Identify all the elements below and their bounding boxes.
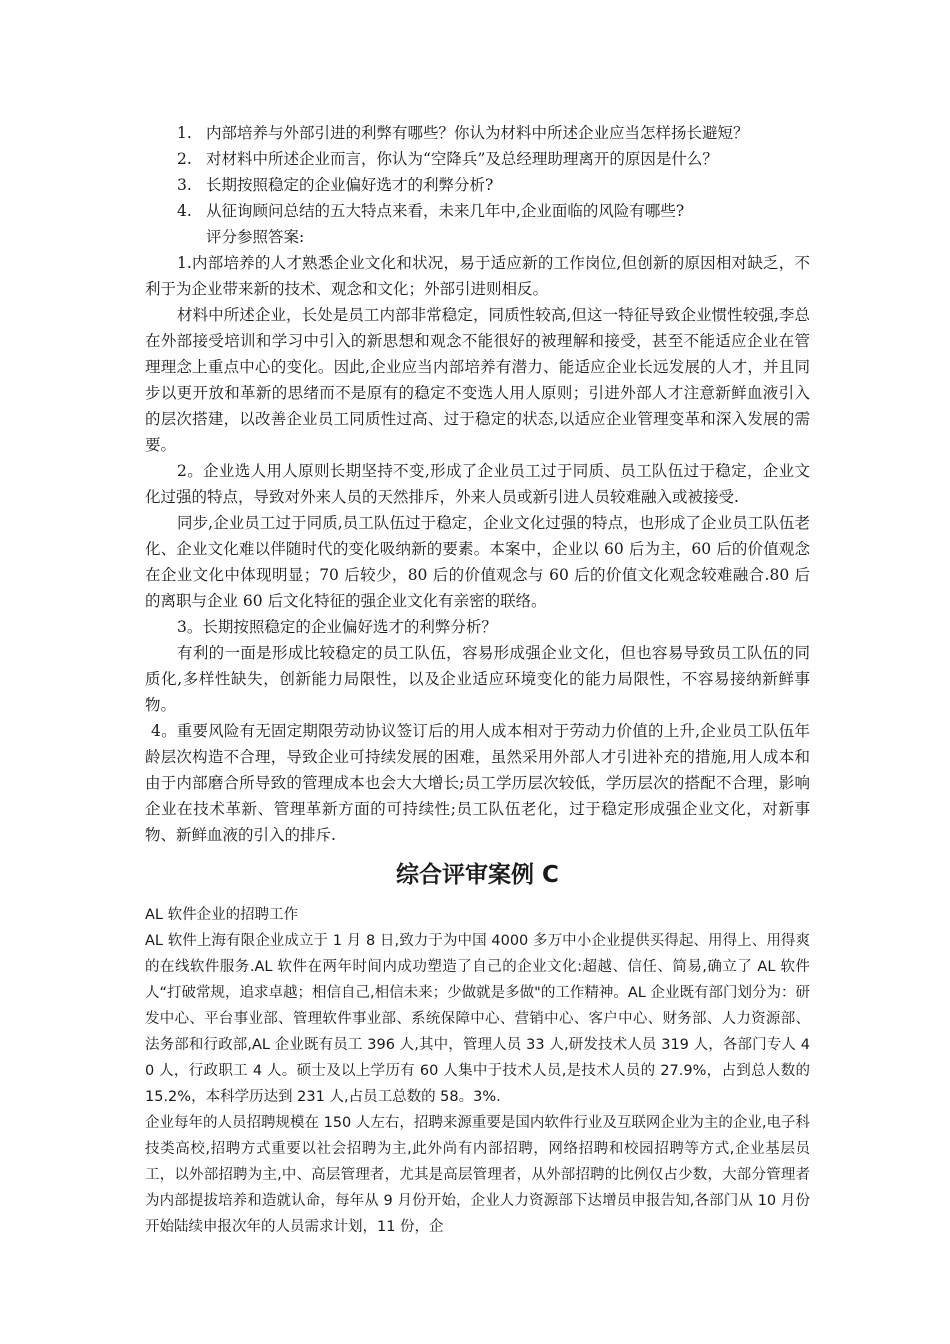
question-number: 2. [177,150,192,168]
answer-key-label: 评分参照答案: [206,228,305,246]
question-item [145,120,810,146]
case-title: 综合评审案例 C [396,862,559,888]
question-number: 4. [177,202,192,220]
answer-3-detail: 有利的一面是形成比较稳定的员工队伍，容易形成强企业文化，但也容易导致员工队伍的同质化,多样性缺失，创新能力局限性，以及企业适应环境变化的能力局限性，不容易接纳新鲜事物。 [145,644,810,714]
case-paragraph-2: 企业每年的人员招聘规模在 150 人左右，招聘来源重要是国内软件行业及互联网企业为主的企业,电子科技类高校,招聘方式重要以社会招聘为主,此外尚有内部招聘，网络招聘和校园招聘等方式,企业基层员工，以外部招聘为主,中、高层管理者，尤其是高层管理者，从外部招聘的比例仅占少数，大部分管理者为内部提拔培养和造就认命，每年从 9 月份开始，企业人力资源部下达增员申报告知,各部门从 10 月份开始陆续申报次年的人员需求计划，11 份，企 [145,1115,810,1235]
answer-4: 4。重要风险有无固定期限劳动协议签订后的用人成本相对于劳动力价值的上升,企业员工队伍年龄层次构造不合理，导致企业可持续发展的困难，虽然采用外部人才引进补充的措施,用人成本和由于内部磨合所导致的管理成本也会大大增长;员工学历层次较低，学历层次的搭配不合理，影响企业在技术革新、管理革新方面的可持续性;员工队伍老化，过于稳定形成强企业文化，对新事物、新鲜血液的引入的排斥. [145,722,810,844]
question-text: 长期按照稳定的企业偏好选才的利弊分析? [206,176,494,194]
answer-2-detail: 同步,企业员工过于同质,员工队伍过于稳定，企业文化过强的特点，也形成了企业员工队伍老化、企业文化难以伴随时代的变化吸纳新的要素。本案中，企业以 60 后为主，60 后的价值观念在企业文化中体现明显；70 后较少，80 后的价值观念与 60 后的价值文化观念较难融合.80 后的离职与企业 60 后文化特征的强企业文化有亲密的联络。 [145,514,810,610]
case-paragraph-1: AL 软件上海有限企业成立于 1 月 8 日,致力于为中国 4000 多万中小企业提供买得起、用得上、用得爽的在线软件服务.AL 软件在两年时间内成功塑造了自己的企业文化:超越、信任、简易,确立了 AL 软件人“打破常规，追求卓越；相信自己,相信未来；少做就是多做"的工作精神。AL 企业既有部门划分为：研发中心、平台事业部、管理软件事业部、系统保障中心、营销中心、客户中心、财务部、人力资源部、法务部和行政部,AL 企业既有员工 396 人,其中，管理人员 33 人,研发技术人员 319 人，各部门专人 40 人，行政职工 4 人。硕士及以上学历有 60 人集中于技术人员,是技术人员的 27.9%，占到总人数的 15.2%，本科学历达到 231 人,占员工总数的 58。3%. [145,933,810,1105]
question-number: 1. [177,124,192,142]
question-text: 对材料中所述企业而言，你认为“空降兵”及总经理助理离开的原因是什么？ [206,150,718,168]
document-body [145,120,810,1240]
answer-3: 3。长期按照稳定的企业偏好选才的利弊分析？ [177,618,497,636]
question-text: 内部培养与外部引进的利弊有哪些？你认为材料中所述企业应当怎样扬长避短？ [206,124,749,142]
question-text: 从征询顾问总结的五大特点来看，未来几年中,企业面临的风险有哪些? [206,202,685,220]
question-item [145,172,810,198]
case-subtitle: AL 软件企业的招聘工作 [145,907,299,923]
question-item [145,198,810,224]
answer-1-detail: 材料中所述企业，长处是员工内部非常稳定，同质性较高,但这一特征导致企业惯性较强,李总在外部接受培训和学习中引入的新思想和观念不能很好的被理解和接受，甚至不能适应企业在管理理念上重点中心的变化。因此,企业应当内部培养有潜力、能适应企业长远发展的人才，并且同步以更开放和革新的思绪而不是原有的稳定不变选人用人原则；引进外部人才注意新鲜血液引入的层次搭建，以改善企业员工同质性过高、过于稳定的状态,以适应企业管理变革和深入发展的需要。 [145,306,810,454]
answer-2: 2。企业选人用人原则长期坚持不变,形成了企业员工过于同质、员工队伍过于稳定，企业文化过强的特点，导致对外来人员的天然排斥，外来人员或新引进人员较难融入或被接受. [145,462,810,506]
question-item [145,146,810,172]
question-list [145,120,810,224]
answer-1: 1.内部培养的人才熟悉企业文化和状况，易于适应新的工作岗位,但创新的原因相对缺乏，不利于为企业带来新的技术、观念和文化；外部引进则相反。 [145,254,810,298]
question-number: 3. [177,176,192,194]
